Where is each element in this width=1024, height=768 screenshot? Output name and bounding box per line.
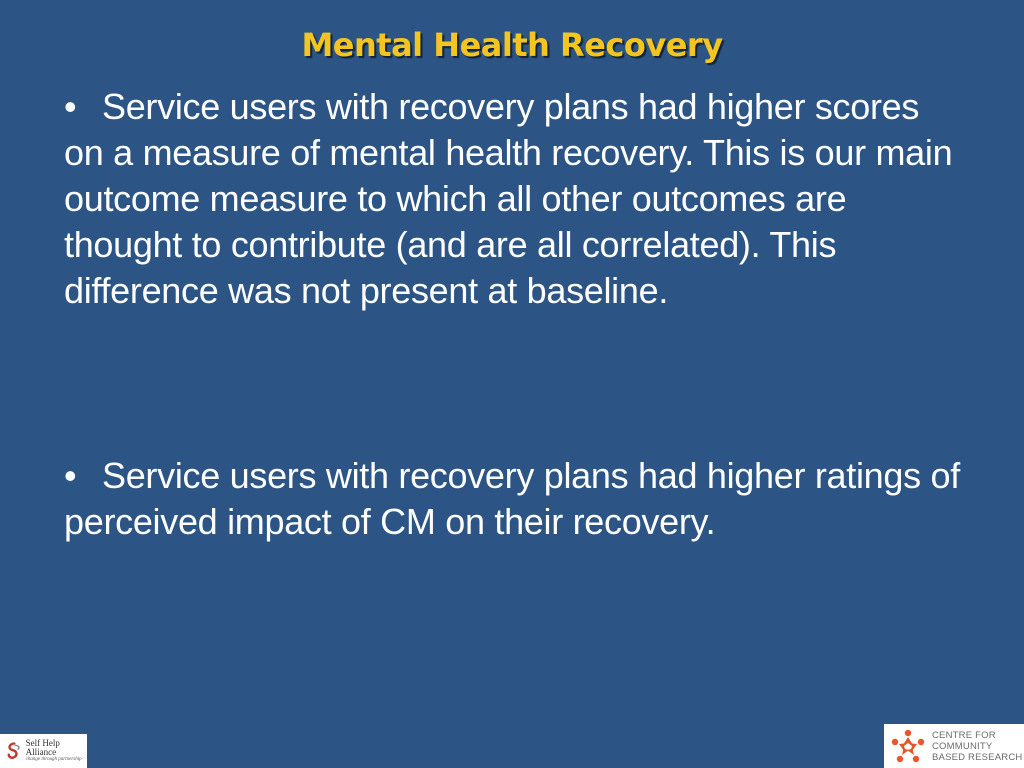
swirl-icon <box>6 741 23 761</box>
bullet-marker: • <box>64 86 77 127</box>
bullet-text-1: Service users with recovery plans had higher scores on a measure of mental health recovery. This is our main outcome measure to which all other outcomes are thought to contribute (and are all correlated). This difference was not present at baseline. <box>64 86 953 311</box>
bullet-marker: • <box>64 455 77 496</box>
logo-right-line2: COMMUNITY <box>932 740 993 752</box>
bullet-item-2 <box>64 453 964 545</box>
logo-left-name: Self Help Alliance <box>25 738 60 757</box>
logo-right-line1: CENTRE FOR <box>932 729 996 741</box>
bullet-item-1 <box>64 84 964 314</box>
cbr-logo <box>884 724 1024 768</box>
slide-title: Mental Health Recovery <box>301 26 723 64</box>
star-people-icon <box>890 728 926 764</box>
bullet-text-2: Service users with recovery plans had higher ratings of perceived impact of CM on their recovery. <box>64 455 960 542</box>
self-help-alliance-logo <box>0 734 87 768</box>
logo-left-tagline: change through partnership <box>25 757 82 762</box>
logo-right-line3: BASED RESEARCH <box>932 751 1023 763</box>
